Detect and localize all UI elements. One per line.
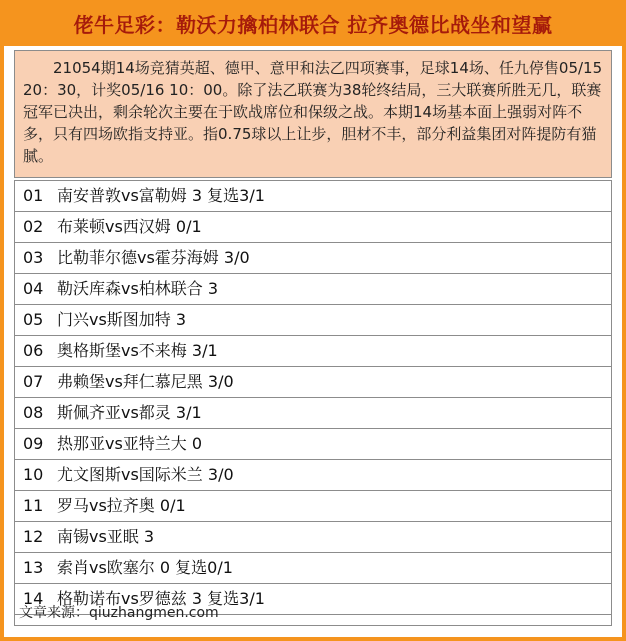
match-text: 布莱顿vs西汉姆 0/1 [57,217,202,236]
list-item [15,212,611,243]
list-item [15,553,611,584]
intro-paragraph: 21054期14场竞猜英超、德甲、意甲和法乙四项赛事，足球14场、任九停售05/15 20：30，计奖05/16 10：00。除了法乙联赛为38轮终结局，三大联赛所胜无几，联赛冠军已决出，剩余轮次主要在于欧战席位和保级之战。本期14场基本面上强弱对阵不多，只有四场欧指支持亚。指0.75球以上让步，胆材不丰，部分利益集团对阵提防有猫腻。 [14,50,612,178]
list-item [15,491,611,522]
list-item [15,460,611,491]
match-number: 09 [23,434,44,453]
match-number: 08 [23,403,44,422]
match-number: 10 [23,465,44,484]
match-text: 罗马vs拉齐奥 0/1 [57,496,186,515]
match-number: 13 [23,558,44,577]
list-item [15,305,611,336]
match-number: 02 [23,217,44,236]
match-text: 比勒菲尔德vs霍芬海姆 3/0 [57,248,250,267]
article-source: 文章来源：qiuzhangmen.com [14,600,612,626]
match-text: 格勒诺布vs罗德兹 3 复选3/1 [57,589,265,608]
match-text: 奥格斯堡vs不来梅 3/1 [57,341,218,360]
match-text: 索肖vs欧塞尔 0 复选0/1 [57,558,233,577]
match-text: 热那亚vs亚特兰大 0 [57,434,203,453]
list-item [15,398,611,429]
match-text: 尤文图斯vs国际米兰 3/0 [57,465,234,484]
match-number: 14 [23,589,44,608]
match-text: 南安普敦vs富勒姆 3 复选3/1 [57,186,265,205]
match-number: 03 [23,248,44,267]
match-number: 07 [23,372,44,391]
list-item [15,367,611,398]
match-text: 弗赖堡vs拜仁慕尼黑 3/0 [57,372,234,391]
match-number: 06 [23,341,44,360]
match-text: 斯佩齐亚vs都灵 3/1 [57,403,202,422]
page-title: 佬牛足彩：勒沃力擒柏林联合 拉齐奥德比战坐和望赢 [4,4,622,46]
match-text: 勒沃库森vs柏林联合 3 [57,279,219,298]
match-text: 南锡vs亚眠 3 [57,527,155,546]
match-number: 11 [23,496,44,515]
list-item [15,181,611,212]
match-text: 门兴vs斯图加特 3 [57,310,187,329]
list-item [15,522,611,553]
match-list [14,180,612,615]
list-item [15,429,611,460]
match-number: 04 [23,279,44,298]
match-number: 01 [23,186,44,205]
list-item [15,336,611,367]
list-item [15,274,611,305]
match-number: 12 [23,527,44,546]
list-item [15,243,611,274]
match-number: 05 [23,310,44,329]
